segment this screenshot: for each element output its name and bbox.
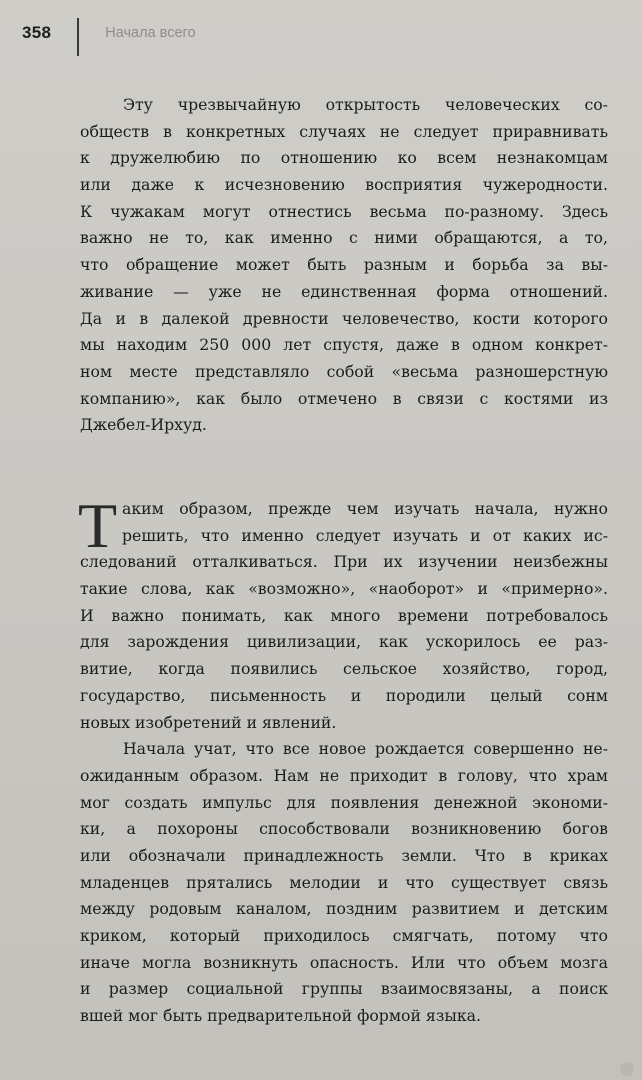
text-line: между родовым каналом, поздним развитием и детским — [80, 899, 608, 919]
text-line: витие, когда появились сельское хозяйство, город, — [80, 659, 608, 679]
page-number: 358 — [22, 23, 52, 42]
text-line: для зарождения цивилизации, как ускорилось ее раз- — [80, 632, 608, 652]
text-line: к дружелюбию по отношению ко всем незнакомцам — [80, 148, 608, 168]
text-line: иначе могла возникнуть опасность. Или что объем мозга — [80, 952, 608, 972]
text-line: младенцев прятались мелодии и что существует связь — [80, 872, 608, 892]
page-header — [22, 18, 196, 48]
page-edge-mark — [620, 1062, 634, 1076]
paragraph-1 — [80, 92, 608, 439]
text-line: или даже к исчезновению восприятия чужеродности. — [80, 175, 608, 195]
text-line: государство, письменность и породили целый сонм — [80, 685, 608, 705]
text-line: ожиданным образом. Нам не приходит в голову, что храм — [80, 765, 608, 785]
text-line: и размер социальной группы взаимосвязаны, а поиск — [80, 979, 608, 999]
running-title: Начала всего — [105, 25, 196, 41]
text-line: И важно понимать, как много времени потребовалось — [80, 605, 608, 625]
drop-cap: Т — [78, 490, 118, 561]
text-line: Эту чрезвычайную открытость человеческих со- — [123, 95, 608, 114]
text-line: что обращение может быть разным и борьба за вы- — [80, 255, 608, 275]
text-line: аким образом, прежде чем изучать начала, нужно — [122, 499, 608, 518]
text-line: Джебел-Ирхуд. — [80, 415, 207, 435]
paragraph-2 — [78, 490, 608, 1030]
text-line: криком, который приходилось смягчать, потому что — [80, 926, 608, 945]
text-line: такие слова, как «возможно», «наоборот» и «примерно». — [80, 579, 608, 599]
header-divider — [77, 18, 79, 56]
text-line: ки, а похороны способствовали возникновению богов — [80, 819, 608, 839]
text-line: Начала учат, что все новое рождается совершенно не- — [123, 739, 608, 759]
text-line: новых изобретений и явлений. — [80, 712, 337, 732]
text-line: мы находим 250 000 лет спустя, даже в одном конкрет- — [80, 335, 608, 355]
text-line: К чужакам могут отнестись весьма по-разному. Здесь — [80, 201, 608, 221]
text-line: компанию», как было отмечено в связи с костями из — [80, 388, 608, 408]
text-line: мог создать импульс для появления денежной экономи- — [80, 792, 608, 812]
text-line: или обозначали принадлежность земли. Что в криках — [80, 845, 608, 865]
text-line: следований отталкиваться. При их изучении неизбежны — [80, 552, 608, 572]
text-line: обществ в конкретных случаях не следует приравнивать — [80, 121, 608, 141]
text-line: Да и в далекой древности человечество, кости которого — [80, 308, 608, 328]
text-line: ном месте представляло собой «весьма разношерстную — [80, 361, 608, 381]
text-line: решить, что именно следует изучать и от каких ис- — [122, 525, 608, 545]
text-line: живание — уже не единственная форма отношений. — [80, 281, 608, 301]
text-line: важно не то, как именно с ними обращаются, а то, — [80, 228, 608, 248]
text-line: вшей мог быть предварительной формой языка. — [80, 1006, 482, 1026]
